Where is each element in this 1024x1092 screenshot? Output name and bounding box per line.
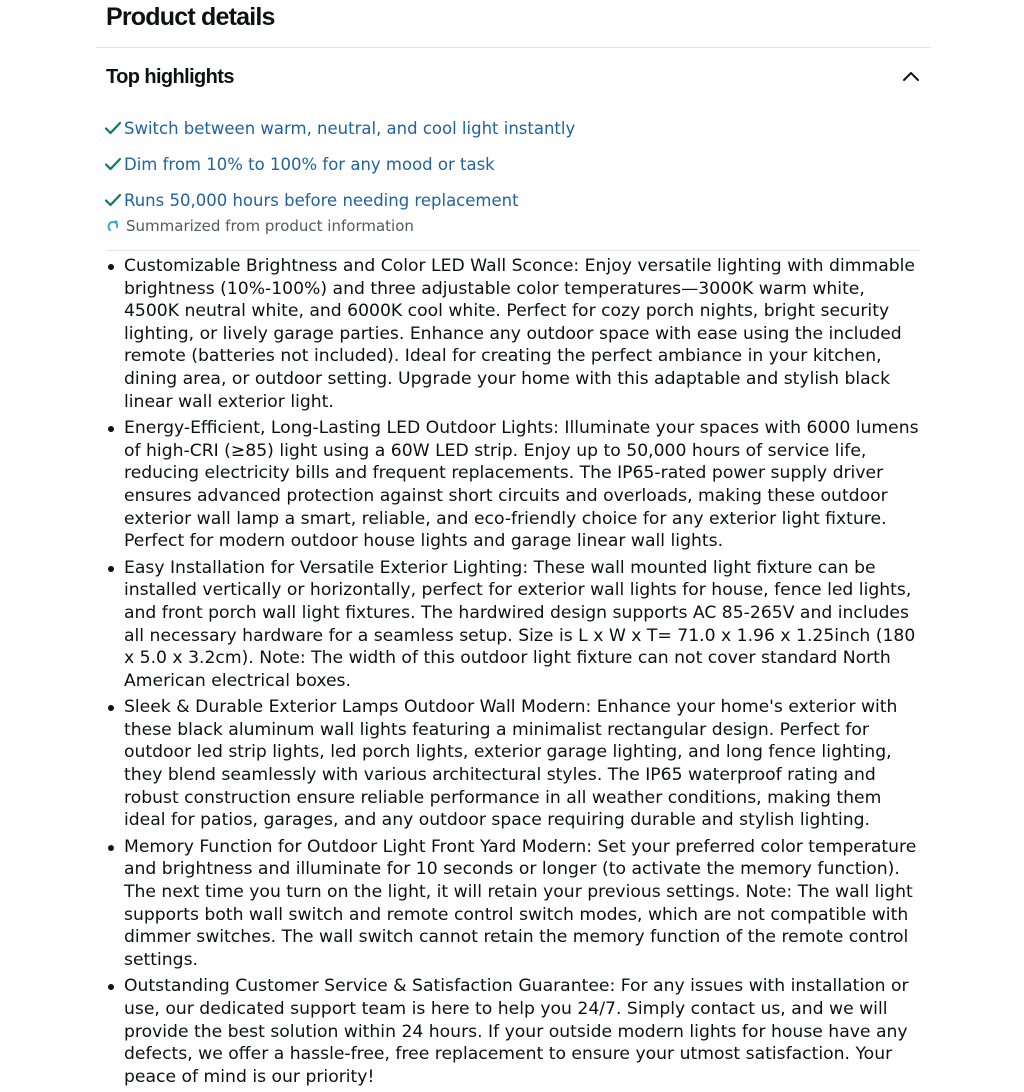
feature-bullet: Sleek & Durable Exterior Lamps Outdoor Wall Modern: Enhance your home's exterior with these black aluminum wall lights featuring a minimalist rectangular design. Perfect for outdoor led strip lights, led porch lights, exterior garage lighting, and long fence lighting, they blend seamlessly with various architectural styles. The IP65 waterproof rating and robust construction ensure reliable performance in all weather conditions, making them ideal for patios, garages, and any outdoor space requiring durable and stylish lighting.	[106, 696, 922, 832]
highlight-text: Runs 50,000 hours before needing replacement	[124, 190, 519, 210]
highlights-list	[104, 110, 575, 218]
check-icon	[104, 119, 122, 137]
feature-bullet: Customizable Brightness and Color LED Wall Sconce: Enjoy versatile lighting with dimmable brightness (10%-100%) and three adjustable color temperatures—3000K warm white, 4500K neutral white, and 6000K cool white. Perfect for cozy porch nights, bright security lighting, or lively garage parties. Enhance any outdoor space with ease using the included remote (batteries not included). Ideal for creating the perfect ambiance in your kitchen, dining area, or outdoor setting. Upgrade your home with this adaptable and stylish black linear wall exterior light.	[106, 255, 922, 413]
feature-bullet: Easy Installation for Versatile Exterior Lighting: These wall mounted light fixture can be installed vertically or horizontally, perfect for exterior wall lights for house, fence led lights, and front porch wall light fixtures. The hardwired design supports AC 85-265V and includes all necessary hardware for a seamless setup. Size is L x W x T= 71.0 x 1.96 x 1.25inch (180 x 5.0 x 3.2cm). Note: The width of this outdoor light fixture can not cover standard North American electrical boxes.	[106, 557, 922, 693]
feature-bullet: Memory Function for Outdoor Light Front Yard Modern: Set your preferred color temperature and brightness and illuminate for 10 seconds or longer (to activate the memory function). The next time you turn on the light, it will retain your previous settings. Note: The wall light supports both wall switch and remote control switch modes, which are not compatible with dimmer switches. The wall switch cannot retain the memory function of the remote control settings.	[106, 836, 922, 972]
highlight-text: Switch between warm, neutral, and cool light instantly	[124, 118, 576, 138]
section-divider	[96, 47, 931, 48]
feature-bullet: Energy-Efficient, Long-Lasting LED Outdoor Lights: Illuminate your spaces with 6000 lumens of high-CRI (≥85) light using a 60W LED strip. Enjoy up to 50,000 hours of service life, reducing electricity bills and frequent replacements. The IP65-rated power supply driver ensures advanced protection against short circuits and overloads, making these outdoor exterior wall lamp a smart, reliable, and eco-friendly choice for any exterior light fixture. Perfect for modern outdoor house lights and garage linear wall lights.	[106, 417, 922, 553]
highlight-item	[104, 110, 575, 146]
summary-note	[106, 217, 414, 235]
check-icon	[104, 191, 122, 209]
summary-note-text: Summarized from product information	[126, 217, 414, 235]
feature-bullets	[106, 255, 922, 1092]
section-title: Top highlights	[106, 65, 234, 88]
chevron-up-icon[interactable]	[901, 67, 921, 87]
section-divider	[106, 250, 919, 251]
check-icon	[104, 155, 122, 173]
feature-bullet: Outstanding Customer Service & Satisfaction Guarantee: For any issues with installation or use, our dedicated support team is here to help you 24/7. Simply contact us, and we will provide the best solution within 24 hours. If your outside modern lights for house have any defects, we offer a hassle-free, free replacement to ensure your utmost satisfaction. Your peace of mind is our priority!	[106, 975, 922, 1088]
highlight-item	[104, 146, 575, 182]
page-title: Product details	[106, 3, 275, 31]
highlight-text: Dim from 10% to 100% for any mood or task	[124, 154, 495, 174]
top-highlights-toggle[interactable]	[106, 62, 921, 92]
sparkle-icon	[106, 219, 120, 233]
highlight-item	[104, 182, 575, 218]
